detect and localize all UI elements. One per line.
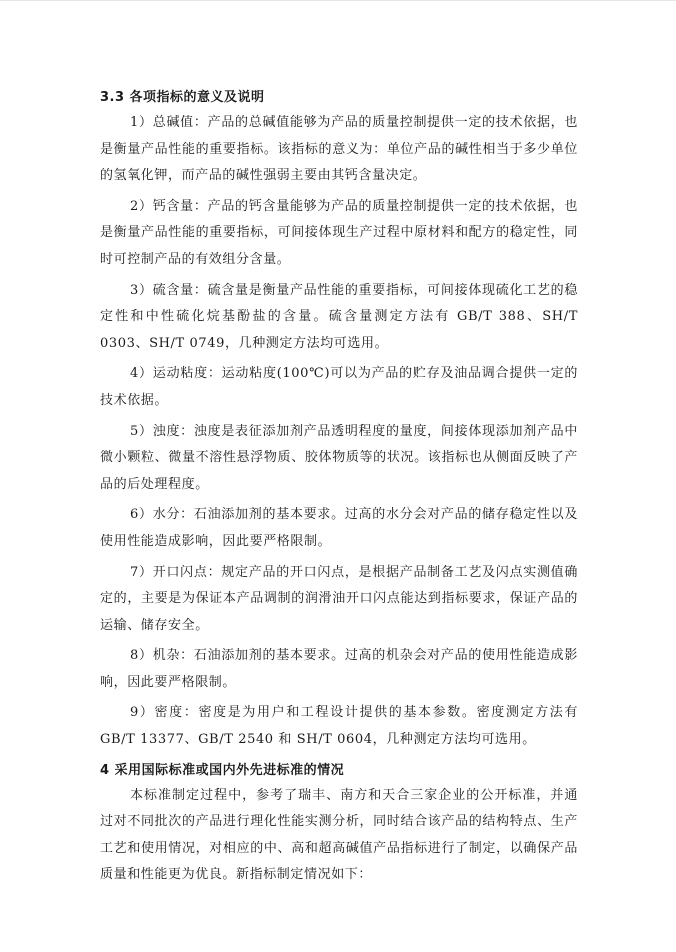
paragraph-open-flash-point: 7）开口闪点：规定产品的开口闪点，是根据产品制备工艺及闪点实测值确定的，主要是为保证本产品调制的润滑油开口闪点能达到指标要求，保证产品的运输、储存安全。 [100, 564, 578, 633]
section-heading-3-3: 3.3 各项指标的意义及说明 [100, 90, 265, 105]
paragraph-water-content: 6）水分：石油添加剂的基本要求。过高的水分会对产品的储存稳定性以及使用性能造成影响，因此要严格限制。 [100, 507, 578, 549]
paragraph-mechanical-impurities: 8）机杂：石油添加剂的基本要求。过高的机杂会对产品的使用性能造成影响，因此要严格限制。 [100, 648, 578, 690]
paragraph-kinematic-viscosity: 4）运动粘度：运动粘度(100℃)可以为产品的贮存及油品调合提供一定的技术依据。 [100, 366, 578, 408]
page-top-border [0, 0, 676, 1]
document-body [100, 87, 578, 889]
paragraph-sulfur-content: 3）硫含量：硫含量是衡量产品性能的重要指标，可间接体现硫化工艺的稳定性和中性硫化烷基酚盐的含量。硫含量测定方法有 GB/T 388、SH/T 0303、SH/T 0749，几种测定方法均可选用。 [100, 282, 578, 351]
paragraph-turbidity: 5）浊度：浊度是表征添加剂产品透明程度的量度，间接体现添加剂产品中微小颗粒、微量不溶性悬浮物质、胶体物质等的状况。该指标也从侧面反映了产品的后处理程度。 [100, 423, 578, 492]
paragraph-calcium-content: 2）钙含量：产品的钙含量能够为产品的质量控制提供一定的技术依据，也是衡量产品性能的重要指标，可间接体现生产过程中原材料和配方的稳定性，同时可控制产品的有效组分含量。 [100, 198, 578, 267]
paragraph-standards-adoption: 本标准制定过程中，参考了瑞丰、南方和天合三家企业的公开标准，并通过对不同批次的产品进行理化性能实测分析，同时结合该产品的结构特点、生产工艺和使用情况，对相应的中、高和超高碱值产品指标进行了制定，以确保产品质量和性能更为优良。新指标制定情况如下： [100, 787, 578, 883]
section-heading-4: 4 采用国际标准或国内外先进标准的情况 [100, 762, 345, 778]
paragraph-total-base-number: 1）总碱值：产品的总碱值能够为产品的质量控制提供一定的技术依据，也是衡量产品性能的重要指标。该指标的意义为：单位产品的碱性相当于多少单位的氢氧化钾，而产品的碱性强弱主要由其钙含量决定。 [100, 115, 578, 184]
paragraph-density: 9）密度：密度是为用户和工程设计提供的基本参数。密度测定方法有 GB/T 13377、GB/T 2540 和 SH/T 0604，几种测定方法均可选用。 [100, 705, 578, 748]
